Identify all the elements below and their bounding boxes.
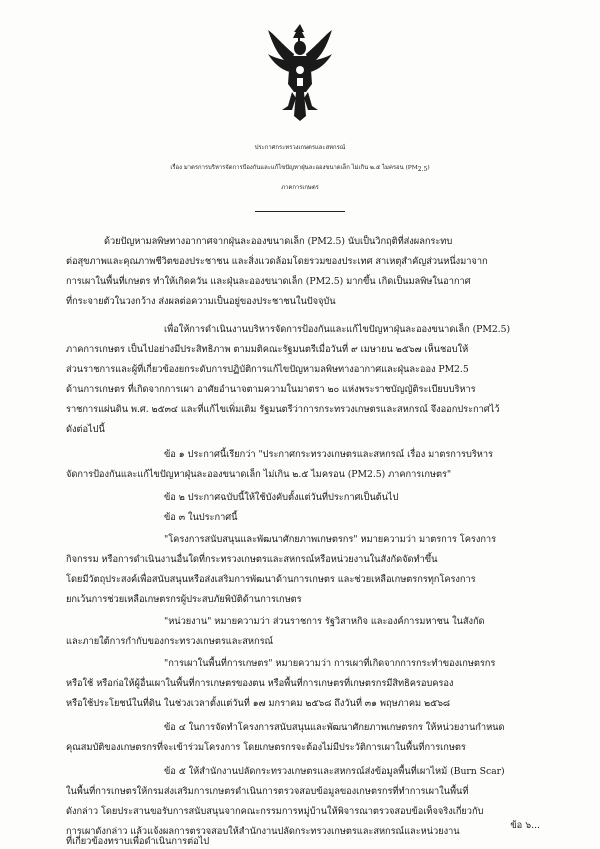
body-line: ราชการแผ่นดิน พ.ศ. ๒๕๓๔ และที่แก้ไขเพิ่มเติม รัฐมนตรีว่าการกระทรวงเกษตรและสหกรณ์ จึงออกประกาศไว้ xyxy=(66,404,500,415)
definition-line: "โครงการสนับสนุนและพัฒนาศักยภาพเกษตรกร" หมายความว่า มาตรการ โครงการ xyxy=(164,534,497,545)
body-line: ด้วยปัญหามลพิษทางอากาศจากฝุ่นละอองขนาดเล็ก (PM2.5) นับเป็นวิกฤติที่ส่งผลกระทบ xyxy=(104,236,453,247)
announcement-sector: ภาคการเกษตร xyxy=(281,185,319,191)
body-line: คุณสมบัติของเกษตรกรที่จะเข้าร่วมโครงการ โดยเกษตรกรจะต้องไม่มีประวัติการเผาในพื้นที่การเกษตร xyxy=(66,742,466,753)
body-line: ภาคการเกษตร เป็นไปอย่างมีประสิทธิภาพ ตามมติคณะรัฐมนตรีเมื่อวันที่ ๙ เมษายน ๒๕๖๗ เห็นชอบให้ xyxy=(66,344,469,355)
body-line: ที่กระจายตัวในวงกว้าง ส่งผลต่อความเป็นอยู่ของประชาชนในปัจจุบัน xyxy=(66,296,336,307)
body-line: ส่วนราชการและผู้ที่เกี่ยวข้องยกระดับการปฏิบัติการแก้ไขปัญหามลพิษทางอากาศและฝุ่นละออง PM2.5 xyxy=(66,364,469,375)
definition-line: "หน่วยงาน" หมายความว่า ส่วนราชการ รัฐวิสาหกิจ และองค์การมหาชน ในสังกัด xyxy=(164,616,485,627)
body-line: ในพื้นที่การเกษตรให้กรมส่งเสริมการเกษตรดำเนินการตรวจสอบข้อมูลของเกษตรกรที่ทำการเผาในพื้นที่ xyxy=(66,786,469,797)
body-line: ยกเว้นการช่วยเหลือเกษตรกรผู้ประสบภัยพิบัติด้านการเกษตร xyxy=(66,594,302,605)
body-line: และภายใต้การกำกับของกระทรวงเกษตรและสหกรณ์ xyxy=(66,636,274,647)
clause-3: ข้อ ๓ ในประกาศนี้ xyxy=(164,512,238,523)
garuda-emblem-icon xyxy=(266,22,334,122)
announcement-title: ประกาศกระทรวงเกษตรและสหกรณ์ xyxy=(254,145,346,151)
clause-2: ข้อ ๒ ประกาศฉบับนี้ให้ใช้บังคับตั้งแต่วันที่ประกาศเป็นต้นไป xyxy=(164,492,399,503)
definition-line: "การเผาในพื้นที่การเกษตร" หมายความว่า การเผาที่เกิดจากการกระทำของเกษตรกร xyxy=(164,658,496,669)
body-line: ที่เกี่ยวข้องทราบเพื่อดำเนินการต่อไป xyxy=(66,836,210,847)
continuation-marker: ข้อ ๖... xyxy=(510,820,540,831)
body-line: ต่อสุขภาพและคุณภาพชีวิตของประชาชน และสิ่งแวดล้อมโดยรวมของประเทศ สาเหตุสำคัญส่วนหนึ่งมาจาก xyxy=(66,256,488,267)
body-line: เพื่อให้การดำเนินงานบริหารจัดการป้องกันและแก้ไขปัญหาฝุ่นละอองขนาดเล็ก (PM2.5) xyxy=(164,324,511,335)
body-line: โดยมีวัตถุประสงค์เพื่อสนับสนุนหรือส่งเสริมการพัฒนาด้านการเกษตร และช่วยเหลือเกษตรกรทุกโครงการ xyxy=(66,574,476,585)
body-line: กิจกรรม หรือการดำเนินงานอื่นใดที่กระทรวงเกษตรและสหกรณ์หรือหน่วยงานในสังกัดจัดทำขึ้น xyxy=(66,554,438,565)
clause-1: ข้อ ๑ ประกาศนี้เรียกว่า "ประกาศกระทรวงเกษตรและสหกรณ์ เรื่อง มาตรการบริหาร xyxy=(164,449,493,460)
body-line: ด้านการเกษตร ที่เกิดจากการเผา อาศัยอำนาจตามความในมาตรา ๒๐ แห่งพระราชบัญญัติระเบียบบริหาร xyxy=(66,384,476,395)
clause-4: ข้อ ๔ ในการจัดทำโครงการสนับสนุนและพัฒนาศักยภาพเกษตรกร ให้หน่วยงานกำหนด xyxy=(164,722,505,733)
body-line: ดังกล่าว โดยประสานขอรับการสนับสนุนจากคณะกรรมการหมู่บ้านให้พิจารณาตรวจสอบข้อเท็จจริงเกี่ยวกับ xyxy=(66,806,484,817)
announcement-subject: เรื่อง มาตรการบริหารจัดการป้องกันและแก้ไขปัญหาฝุ่นละอองขนาดเล็ก ไม่เกิน ๒.๕ ไมครอน (PM2.5) xyxy=(170,165,430,173)
divider-line xyxy=(255,211,345,212)
body-line: หรือใช้ประโยชน์ในที่ดิน ในช่วงเวลาตั้งแต่วันที่ ๑๗ มกราคม ๒๕๖๘ ถึงวันที่ ๓๑ พฤษภาคม ๒๕๖๘ xyxy=(66,698,451,709)
body-line: ดังต่อไปนี้ xyxy=(66,424,105,435)
body-line: การเผาดังกล่าว แล้วแจ้งผลการตรวจสอบให้สำนักงานปลัดกระทรวงเกษตรและสหกรณ์และหน่วยงาน xyxy=(66,826,460,837)
clause-5: ข้อ ๕ ให้สำนักงานปลัดกระทรวงเกษตรและสหกรณ์ส่งข้อมูลพื้นที่เผาไหม้ (Burn Scar) xyxy=(164,766,505,777)
body-line: หรือใช้ หรือก่อให้ผู้อื่นเผาในพื้นที่การเกษตรของตน หรือพื้นที่การเกษตรที่เกษตรกรมีสิทธิครอบครอง xyxy=(66,678,454,689)
body-line: จัดการป้องกันและแก้ไขปัญหาฝุ่นละอองขนาดเล็ก ไม่เกิน ๒.๕ ไมครอน (PM2.5) ภาคการเกษตร" xyxy=(66,469,452,480)
body-line: การเผาในพื้นที่เกษตร ทำให้เกิดควัน และฝุ่นละอองขนาดเล็ก (PM2.5) มากขึ้น เกิดเป็นมลพิษในอากาศ xyxy=(66,276,471,287)
